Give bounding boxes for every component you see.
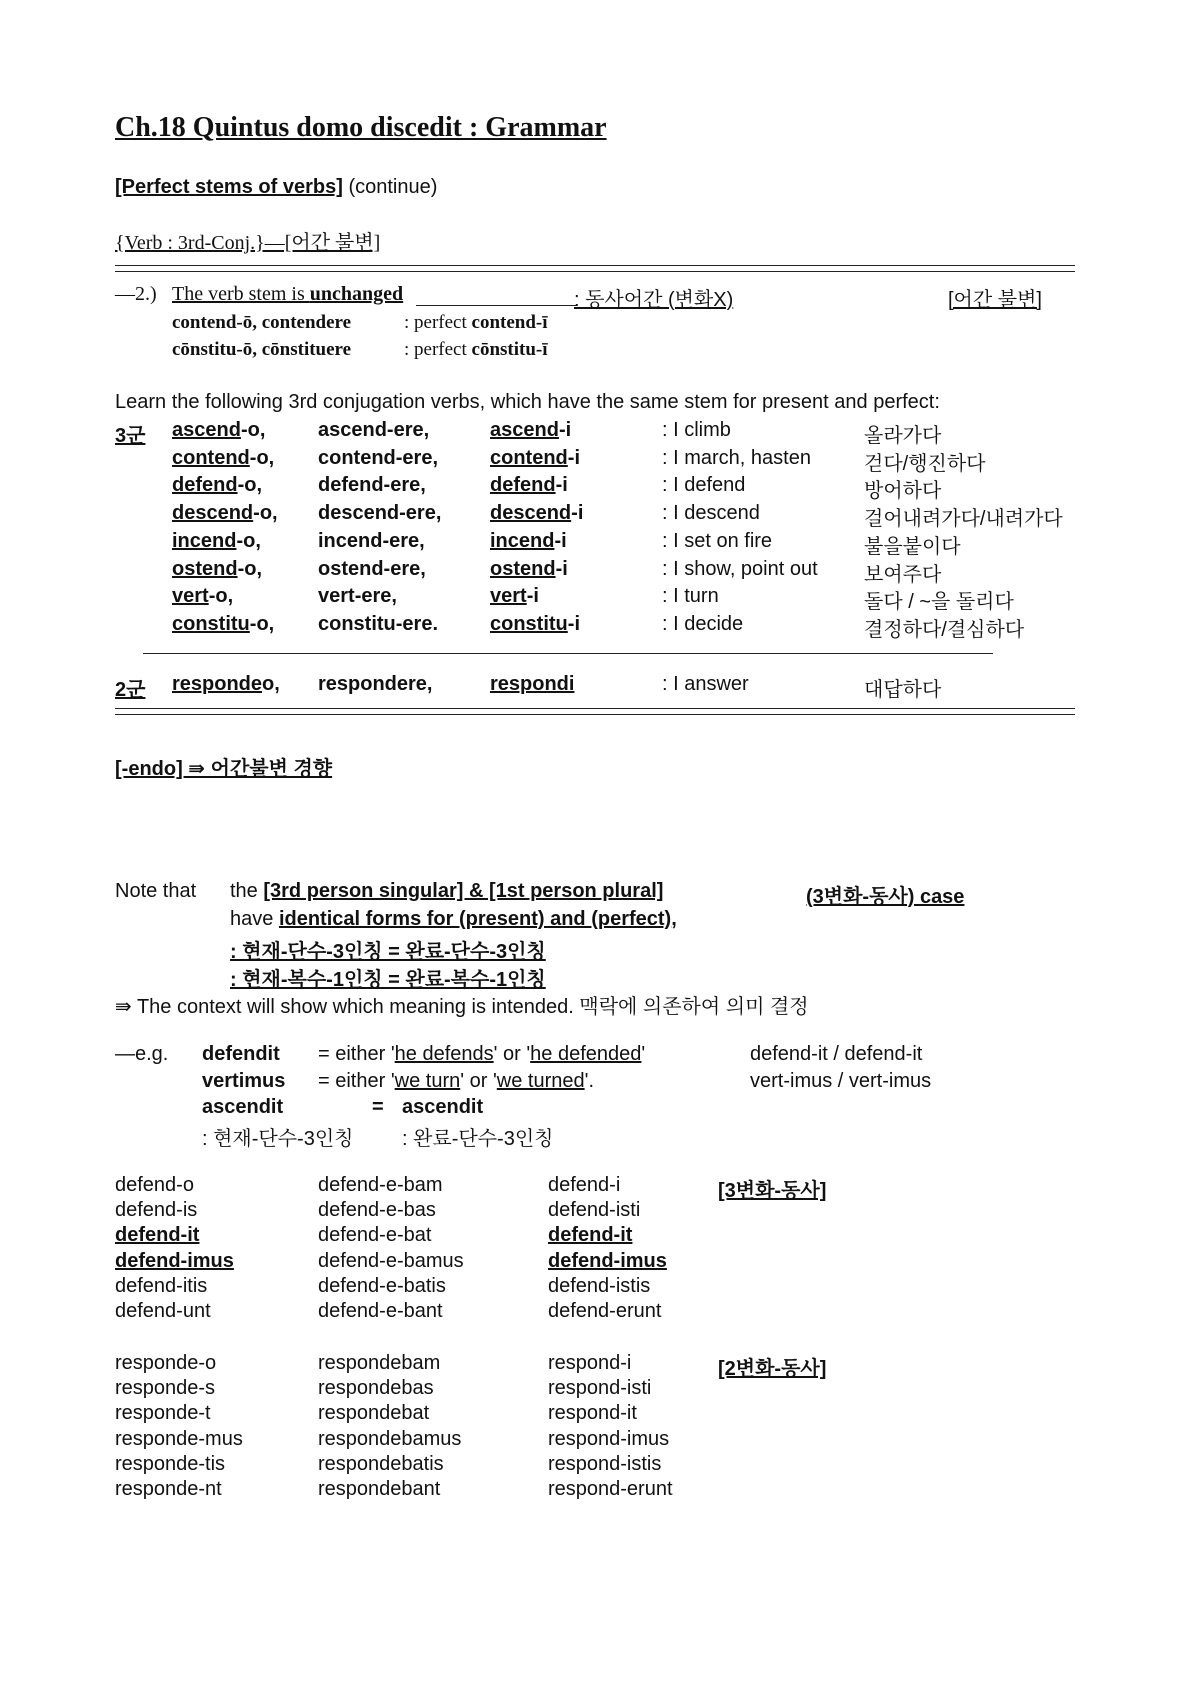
verb-present bbox=[172, 474, 262, 497]
eg-gloss-2-b: ' or ' bbox=[460, 1070, 497, 1092]
verb-meaning-en: : I set on fire bbox=[662, 529, 773, 552]
verb-present bbox=[172, 447, 274, 470]
conjugation-cell-perfect: respond-imus bbox=[548, 1427, 670, 1450]
verb-present-stem: descend bbox=[172, 502, 254, 525]
conjugation-cell-present: defend-it bbox=[115, 1224, 200, 1247]
verb-present-stem: ascend bbox=[172, 419, 241, 441]
verb-meaning-ko: 대답하다 bbox=[864, 679, 942, 701]
note-line-2 bbox=[230, 908, 677, 931]
rule-tag: [어간 불변] bbox=[948, 289, 1042, 311]
rule-text bbox=[172, 283, 418, 306]
verb-meaning-en: : I climb bbox=[662, 419, 731, 441]
verb-perfect-stem: vert bbox=[490, 585, 527, 608]
verb-perfect-stem: descend bbox=[490, 502, 572, 525]
conjugation-cell-imperfect: respondebatis bbox=[318, 1452, 444, 1475]
section-suffix: (continue) bbox=[348, 176, 438, 198]
eg-word-2: vertimus bbox=[202, 1070, 286, 1092]
verb-present-stem: responde bbox=[172, 673, 263, 695]
note-line-5: ⇛ The context will show which meaning is intended. 맥락에 의존하여 의미 결정 bbox=[115, 996, 809, 1018]
verb-meaning-ko: 돌다 / ~을 돌리다 bbox=[864, 591, 1014, 614]
eg-gloss-2-a: = either ' bbox=[318, 1070, 395, 1092]
verb-present bbox=[172, 613, 274, 636]
conjugation-cell-present: defend-imus bbox=[115, 1249, 234, 1272]
verb-perfect bbox=[490, 419, 571, 442]
verb-present bbox=[172, 673, 280, 696]
verb-present-ending: -o, bbox=[240, 419, 266, 441]
verb-perfect-stem: defend bbox=[490, 474, 556, 497]
verb-present-stem: ostend bbox=[172, 557, 238, 580]
double-rule-2 bbox=[115, 708, 1075, 715]
conjugation-cell-perfect: respond-isti bbox=[548, 1377, 652, 1400]
verb-perfect-ending: -i bbox=[554, 529, 567, 552]
verb-perfect bbox=[490, 558, 568, 581]
conjugation-cell-imperfect: defend-e-bat bbox=[318, 1224, 432, 1247]
conjugation-cell-perfect: respond-it bbox=[548, 1402, 637, 1425]
conjugation-cell-perfect: defend-imus bbox=[548, 1249, 667, 1272]
verb-meaning-en: : I answer bbox=[662, 673, 749, 695]
verb-perfect-stem: constitu bbox=[490, 612, 568, 635]
verb-header: {Verb : 3rd-Conj.}—[어간 불변] bbox=[115, 232, 381, 254]
verb-perfect-stem: contend bbox=[490, 446, 568, 469]
learn-instruction: Learn the following 3rd conjugation verbs, which have the same stem for present and perfect: bbox=[115, 391, 940, 413]
verb-perfect-ending: -i bbox=[567, 446, 580, 469]
verb-present-ending: -o, bbox=[253, 502, 278, 525]
conjugation-cell-present: responde-o bbox=[115, 1352, 217, 1374]
conjugation-cell-perfect: defend-it bbox=[548, 1224, 633, 1247]
conjugation-cell-imperfect: respondebat bbox=[318, 1402, 430, 1425]
conjugation-cell-imperfect: defend-e-batis bbox=[318, 1274, 446, 1297]
section-title: [Perfect stems of verbs] bbox=[115, 176, 343, 198]
note-line-4: : 현재-복수-1인칭 = 완료-복수-1인칭 bbox=[230, 969, 546, 991]
rule-example-2-perfect: cōnstitu-ī bbox=[471, 339, 548, 360]
verb-infinitive: ostend-ere, bbox=[318, 557, 426, 580]
verb-infinitive: descend-ere, bbox=[318, 502, 442, 525]
rule-example-2-left: cōnstitu-ō, cōnstituere bbox=[172, 339, 352, 360]
verb-infinitive: vert-ere, bbox=[318, 585, 397, 608]
verb-perfect-ending: -i bbox=[555, 557, 568, 580]
verb-infinitive: contend-ere, bbox=[318, 446, 439, 469]
verb-perfect-stem: ascend bbox=[490, 419, 559, 441]
rule-example-1-left: contend-ō, contendere bbox=[172, 312, 352, 333]
verb-meaning-ko: 올라가다 bbox=[864, 425, 942, 447]
conjugation-cell-perfect: defend-isti bbox=[548, 1199, 641, 1222]
group-3-label: 3군 bbox=[115, 425, 146, 447]
verb-perfect bbox=[490, 447, 580, 470]
conjugation-cell-present: responde-t bbox=[115, 1402, 211, 1425]
eg-right-2: vert-imus / vert-imus bbox=[750, 1070, 932, 1092]
table1-tag: [3변화-동사] bbox=[718, 1180, 827, 1202]
conjugation-cell-present: defend-o bbox=[115, 1174, 194, 1196]
rule-example-1-perfect: contend-ī bbox=[471, 312, 548, 333]
verb-perfect-ending: -i bbox=[526, 585, 539, 608]
conjugation-cell-present: defend-unt bbox=[115, 1300, 211, 1322]
verb-perfect bbox=[490, 585, 539, 608]
verb-present-stem: contend bbox=[172, 446, 250, 469]
eg-gloss-1-c: ' bbox=[641, 1043, 646, 1065]
eg-word-1: defendit bbox=[202, 1043, 280, 1065]
conjugation-cell-imperfect: defend-e-bas bbox=[318, 1199, 436, 1222]
verb-present-ending: -o, bbox=[249, 446, 275, 469]
verb-present bbox=[172, 558, 262, 581]
verb-infinitive: respondere, bbox=[318, 673, 433, 695]
verb-infinitive: constitu-ere. bbox=[318, 612, 439, 635]
conjugation-cell-perfect: defend-istis bbox=[548, 1274, 651, 1297]
verb-meaning-ko: 걸어내려가다/내려가다 bbox=[864, 508, 1063, 531]
rule-example-2-mid: : perfect bbox=[404, 339, 472, 360]
verb-present-ending: o, bbox=[262, 673, 280, 695]
verb-perfect bbox=[490, 502, 583, 525]
verb-present-ending: -o, bbox=[236, 529, 261, 552]
verb-perfect-ending: -i bbox=[555, 474, 568, 497]
eg-equals: = bbox=[372, 1096, 384, 1118]
conjugation-cell-perfect: defend-i bbox=[548, 1174, 621, 1196]
double-rule bbox=[115, 265, 1075, 272]
verb-perfect bbox=[490, 613, 580, 636]
note-line-1-pre: the bbox=[230, 880, 264, 902]
verb-present bbox=[172, 530, 261, 553]
eg-gloss-1-u2: he defended bbox=[530, 1043, 642, 1065]
eg-word-3b: ascendit bbox=[402, 1096, 484, 1118]
eg-gloss-2 bbox=[318, 1070, 594, 1093]
rule-example-1-right bbox=[404, 312, 548, 334]
verb-perfect-ending: -i bbox=[558, 419, 572, 441]
eg-gloss-1 bbox=[318, 1043, 645, 1066]
note-line-2-bold: identical forms for (present) and (perfect) bbox=[278, 908, 672, 930]
verb-perfect: respondi bbox=[490, 673, 575, 695]
verb-meaning-en: : I turn bbox=[662, 585, 719, 608]
conjugation-cell-imperfect: respondebamus bbox=[318, 1427, 462, 1450]
eg-gloss-2-c: '. bbox=[584, 1070, 594, 1092]
conjugation-cell-imperfect: defend-e-bam bbox=[318, 1174, 443, 1196]
eg-word-3: ascendit bbox=[202, 1096, 284, 1118]
verb-present-ending: -o, bbox=[208, 585, 234, 608]
note-tag: (3변화-동사) case bbox=[806, 886, 965, 908]
eg-gloss-2-u1: we turn bbox=[394, 1070, 461, 1092]
verb-perfect bbox=[490, 474, 568, 497]
verb-list-divider bbox=[143, 653, 993, 654]
eg-ko-right: : 완료-단수-3인칭 bbox=[402, 1128, 554, 1150]
table2-tag: [2변화-동사] bbox=[718, 1358, 827, 1380]
rule-example-2-right bbox=[404, 339, 548, 361]
verb-meaning-ko: 결정하다/결심하다 bbox=[864, 618, 1025, 641]
conjugation-cell-perfect: respond-istis bbox=[548, 1452, 662, 1475]
verb-meaning-en: : I defend bbox=[662, 474, 746, 497]
conjugation-cell-imperfect: respondebant bbox=[318, 1478, 441, 1500]
verb-present-ending: -o, bbox=[237, 474, 262, 497]
conjugation-cell-present: responde-tis bbox=[115, 1452, 226, 1475]
verb-infinitive: incend-ere, bbox=[318, 529, 425, 552]
conjugation-cell-present: defend-is bbox=[115, 1199, 198, 1222]
note-line-2-post: , bbox=[671, 908, 677, 930]
conjugation-cell-perfect: respond-erunt bbox=[548, 1478, 673, 1500]
eg-gloss-1-u1: he defends bbox=[394, 1043, 494, 1065]
verb-present bbox=[172, 502, 278, 525]
verb-meaning-ko: 걷다/행진하다 bbox=[864, 452, 986, 475]
group-2-label: 2군 bbox=[115, 679, 146, 701]
verb-perfect-ending: -i bbox=[571, 502, 584, 525]
verb-perfect-stem: ostend bbox=[490, 557, 556, 580]
verb-meaning-en: : I show, point out bbox=[662, 557, 818, 580]
verb-infinitive: defend-ere, bbox=[318, 474, 426, 497]
verb-meaning-en: : I decide bbox=[662, 612, 744, 635]
conjugation-cell-present: defend-itis bbox=[115, 1274, 208, 1297]
verb-meaning-ko: 보여주다 bbox=[864, 563, 942, 586]
conjugation-cell-imperfect: respondebas bbox=[318, 1377, 434, 1400]
eg-gloss-2-u2: we turned bbox=[496, 1070, 585, 1092]
conjugation-cell-imperfect: defend-e-bant bbox=[318, 1300, 443, 1322]
rule-text-bold: unchanged bbox=[309, 283, 404, 305]
verb-perfect-ending: -i bbox=[567, 612, 580, 635]
note-line-1-bold: [3rd person singular] & [1st person plural] bbox=[263, 880, 664, 902]
verb-present-ending: -o, bbox=[237, 557, 262, 580]
eg-gloss-1-a: = either ' bbox=[318, 1043, 395, 1065]
verb-meaning-ko: 방어하다 bbox=[864, 480, 942, 503]
section-heading bbox=[115, 176, 437, 199]
verb-perfect bbox=[490, 530, 567, 553]
conjugation-cell-perfect: respond-i bbox=[548, 1352, 632, 1374]
conjugation-cell-present: responde-s bbox=[115, 1377, 216, 1400]
eg-label: —e.g. bbox=[115, 1043, 169, 1065]
note-label: Note that bbox=[115, 880, 197, 902]
page-title: Ch.18 Quintus domo discedit : Grammar bbox=[115, 112, 607, 143]
conjugation-cell-present: responde-nt bbox=[115, 1478, 222, 1500]
conjugation-cell-perfect: defend-erunt bbox=[548, 1300, 662, 1322]
rule-example-1-mid: : perfect bbox=[404, 312, 472, 333]
verb-present bbox=[172, 419, 265, 442]
eg-gloss-1-b: ' or ' bbox=[493, 1043, 531, 1065]
verb-perfect-stem: incend bbox=[490, 529, 555, 552]
verb-present bbox=[172, 585, 233, 608]
verb-present-ending: -o, bbox=[249, 612, 275, 635]
verb-infinitive: ascend-ere, bbox=[318, 419, 430, 441]
verb-present-stem: defend bbox=[172, 474, 238, 497]
verb-present-stem: incend bbox=[172, 529, 237, 552]
note-line-1 bbox=[230, 880, 663, 903]
note-line-3: : 현재-단수-3인칭 = 완료-단수-3인칭 bbox=[230, 941, 546, 963]
endo-note: [-endo] ⇛ 어간불변 경향 bbox=[115, 758, 333, 780]
note-line-2-pre: have bbox=[230, 908, 279, 930]
conjugation-cell-present: responde-mus bbox=[115, 1427, 243, 1450]
verb-meaning-en: : I descend bbox=[662, 502, 760, 525]
verb-present-stem: vert bbox=[172, 585, 209, 608]
rule-text-pre: The verb stem is bbox=[172, 283, 310, 305]
verb-meaning-en: : I march, hasten bbox=[662, 446, 811, 469]
rule-underline-filler bbox=[416, 283, 576, 306]
eg-ko-left: : 현재-단수-3인칭 bbox=[202, 1128, 354, 1150]
conjugation-cell-imperfect: respondebam bbox=[318, 1352, 441, 1374]
rule-korean: : 동사어간 (변화X) bbox=[574, 289, 734, 311]
rule-number: —2.) bbox=[115, 283, 157, 305]
eg-right-1: defend-it / defend-it bbox=[750, 1043, 923, 1065]
verb-present-stem: constitu bbox=[172, 612, 250, 635]
conjugation-cell-imperfect: defend-e-bamus bbox=[318, 1249, 464, 1272]
verb-meaning-ko: 불을붙이다 bbox=[864, 535, 961, 558]
